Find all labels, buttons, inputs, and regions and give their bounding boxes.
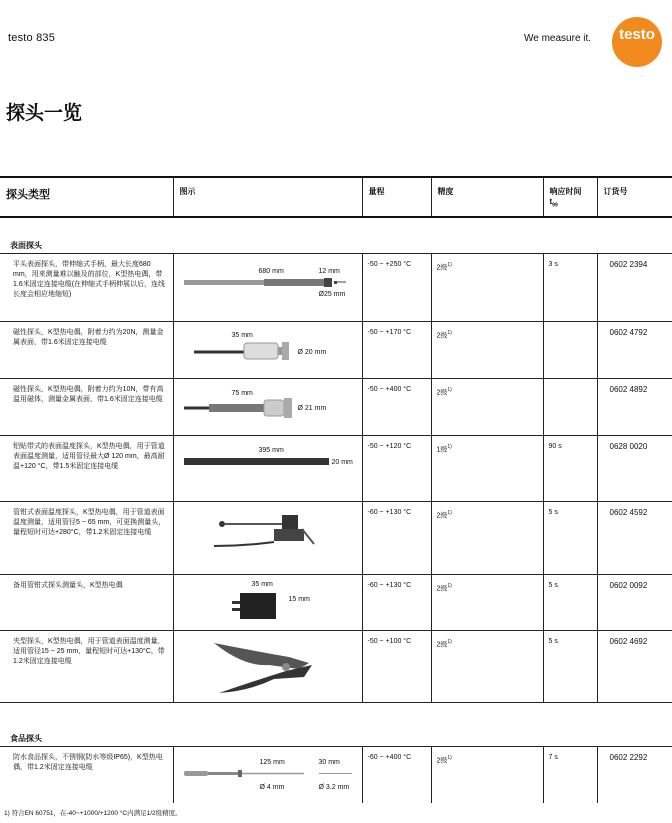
- probe-description: 平头表面探头，带伸缩式手柄，最大长度680 mm，用来测量难以触及的部位，K型热电偶，带1.6米固定连接电缆(在伸缩式手柄伸展以后，连线长度会相应地缩短): [0, 253, 173, 321]
- logo-text: testo: [619, 26, 655, 43]
- slogan: We measure it.: [524, 33, 592, 44]
- probe-order-number: 0602 4792: [597, 321, 672, 378]
- probe-range: -60 ~ +130 °C: [362, 574, 431, 630]
- table-row: [0, 501, 672, 574]
- probe-accuracy: 2级$^{1)}$: [431, 501, 543, 574]
- probe-range: -60 ~ +130 °C: [362, 501, 431, 574]
- probe-response: 90 s: [543, 435, 597, 501]
- probe-response: [543, 378, 597, 435]
- col-header-range: 量程: [362, 177, 431, 217]
- col-header-accuracy: 精度: [431, 177, 543, 217]
- probe-description: 铝贴带式的表面温度探头，K型热电偶，用于管道表面温度测量，适用管径最大Ø 120 mm，最高耐温+120 °C，带1.5米固定连接电缆: [0, 435, 173, 501]
- probe-response: 5 s: [543, 501, 597, 574]
- probe-range: -50 ~ +400 °C: [362, 378, 431, 435]
- probe-accuracy: 2级$^{1)}$: [431, 253, 543, 321]
- dimension-label: Ø 4 mm: [259, 783, 285, 791]
- col-header-response: 响应时间 $t_{99}$: [543, 177, 597, 217]
- section-title-surface: 表面探头: [10, 241, 42, 250]
- dimension-label: 20 mm: [331, 458, 353, 466]
- probe-order-number: 0602 4892: [597, 378, 672, 435]
- probe-response: 5 s: [543, 574, 597, 630]
- probe-description: 磁性探头，K型热电偶，附着力约为20N，测量金属表面，带1.6米固定连接电缆: [0, 321, 173, 378]
- col-header-type: 探头类型: [0, 177, 173, 217]
- probe-range: -50 ~ +100 °C: [362, 630, 431, 702]
- dimension-label: Ø 3.2 mm: [318, 783, 350, 791]
- probe-accuracy: 2级$^{1)}$: [431, 378, 543, 435]
- dimension-label: 680 mm: [258, 267, 284, 275]
- dimension-label: Ø 20 mm: [297, 348, 327, 356]
- probe-accuracy: 2级$^{1)}$: [431, 630, 543, 702]
- probe-description: 备用管钳式探头测量头，K型热电偶: [0, 574, 173, 630]
- dimension-label: 35 mm: [251, 580, 273, 588]
- section-title-food: 食品探头: [10, 733, 42, 743]
- dimension-label: 15 mm: [288, 595, 310, 603]
- dimension-label: 30 mm: [318, 758, 340, 766]
- probe-accuracy: 1级$^{1)}$: [431, 435, 543, 501]
- dimension-label: 35 mm: [231, 331, 253, 339]
- probe-order-number: 0602 4692: [597, 630, 672, 702]
- col-header-order: 订货号: [597, 177, 672, 217]
- section-row-surface: [0, 217, 672, 253]
- probe-image: [173, 321, 362, 378]
- table-row: [0, 574, 672, 630]
- section-row-food: [0, 702, 672, 746]
- probe-accuracy: 2级$^{1)}$: [431, 746, 543, 803]
- dimension-label: 395 mm: [258, 446, 284, 454]
- probe-response: 3 s: [543, 253, 597, 321]
- probe-image: [173, 574, 362, 630]
- probe-response: 5 s: [543, 630, 597, 702]
- probe-range: -50 ~ +250 °C: [362, 253, 431, 321]
- probe-order-number: 0628 0020: [597, 435, 672, 501]
- probe-order-number: 0602 0092: [597, 574, 672, 630]
- dimension-label: 125 mm: [259, 758, 285, 766]
- probe-description: 磁性探头，K型热电偶，附着力约为10N，带有高温用磁体，测量金属表面，带1.6米固定连接电缆: [0, 378, 173, 435]
- probe-image: [173, 253, 362, 321]
- probe-accuracy: 2级$^{1)}$: [431, 321, 543, 378]
- probe-range: -50 ~ +170 °C: [362, 321, 431, 378]
- probe-order-number: 0602 4592: [597, 501, 672, 574]
- probe-order-number: 0602 2292: [597, 746, 672, 803]
- probe-response: 7 s: [543, 746, 597, 803]
- dimension-label: Ø 21 mm: [297, 404, 327, 412]
- dimension-label: 75 mm: [231, 389, 253, 397]
- probe-image: [173, 746, 362, 803]
- probe-image: [173, 435, 362, 501]
- col-header-image: 图示: [173, 177, 362, 217]
- table-row: [0, 321, 672, 378]
- probe-range: -50 ~ +120 °C: [362, 435, 431, 501]
- probe-description: 管钳式表面温度探头，K型热电偶，用于管道表面温度测量，适用管径5 ~ 65 mm，可更换测量头，量程短时可达+280°C，带1.2米固定连接电缆: [0, 501, 173, 574]
- probe-description: 夹型探头，K型热电偶，用于管道表面温度测量，适用管径15 ~ 25 mm，量程短时可达+130°C，带1.2米固定连接电缆: [0, 630, 173, 702]
- table-row: [0, 630, 672, 702]
- dimension-label: Ø25 mm: [318, 290, 346, 298]
- probe-range: -60 ~ +400 °C: [362, 746, 431, 803]
- product-name: testo 835: [8, 32, 56, 44]
- probe-image: [173, 501, 362, 574]
- table-header-row: [0, 177, 672, 217]
- footnote: 1) 符合EN 60751，在-40~+1000/+1200 °C内满足1/2级精度。: [4, 810, 182, 817]
- table-row: [0, 378, 672, 435]
- probe-table: [0, 176, 672, 803]
- page-title: 探头一览: [6, 102, 83, 124]
- table-row: [0, 435, 672, 501]
- probe-accuracy: 2级$^{1)}$: [431, 574, 543, 630]
- dimension-label: 12 mm: [318, 267, 340, 275]
- probe-image: [173, 378, 362, 435]
- table-row: [0, 253, 672, 321]
- probe-order-number: 0602 2394: [597, 253, 672, 321]
- probe-response: [543, 321, 597, 378]
- table-row: [0, 746, 672, 803]
- probe-image: [173, 630, 362, 702]
- probe-description: 防水食品探头，不锈钢(防水等级IP65)，K型热电偶，带1.2米固定连接电缆: [0, 746, 173, 803]
